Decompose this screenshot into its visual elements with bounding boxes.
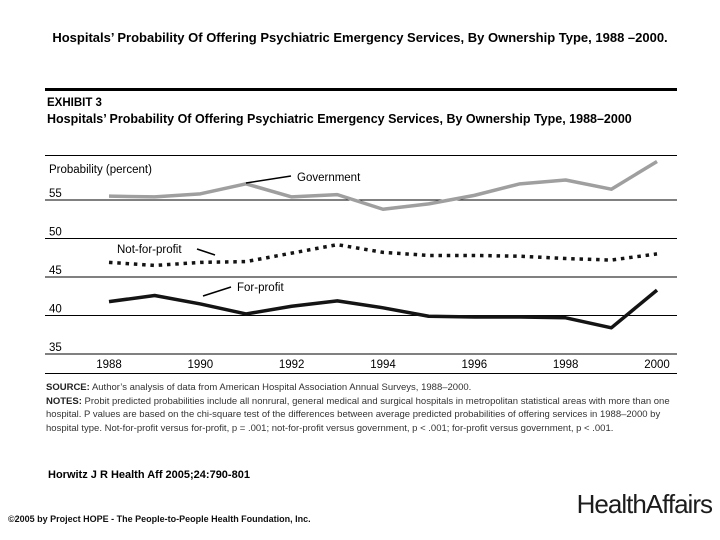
x-tick-label: 1994 [370,359,396,371]
notes-label: NOTES: [46,395,82,407]
page-title: Hospitals’ Probability Of Offering Psychiatric Emergency Services, By Ownership Type, 1988 –2000. [52,30,668,45]
series-not-for-profit [109,245,657,266]
citation: Horwitz J R Health Aff 2005;24:790-801 [48,469,250,481]
notes-line [46,395,676,436]
series-label: For-profit [237,282,284,294]
series-label-pointer [203,287,231,296]
notes-text: Probit predicted probabilities include all nonrural, general medical and surgical hospitals in metropolitan statistical areas with more than one hospital. P values are based on the chi-square test of the differences between average predicted probabilities of offering services in 1988–2000 by hospital type. Not-for-profit versus for-profit, p = .001; not-for-profit versus government, p < .001; for-profit versus government, p < .001. [46,395,670,434]
y-axis-title: Probability (percent) [49,164,152,176]
source-notes [46,381,676,435]
x-tick-label: 1990 [187,359,214,371]
x-tick-label: 1996 [461,359,488,371]
exhibit-label: EXHIBIT 3 [47,97,102,109]
copyright-text: ©2005 by Project HOPE - The People-to-People Health Foundation, Inc. [8,514,311,524]
source-line [46,381,676,395]
series-label-pointer [246,176,291,183]
series-label: Not-for-profit [117,244,182,256]
y-tick-label: 45 [49,265,62,277]
healthaffairs-logo: HealthAffairs [576,489,712,519]
x-tick-label: 1992 [278,359,305,371]
y-tick-label: 50 [49,226,62,239]
exhibit-title: Hospitals’ Probability Of Offering Psychiatric Emergency Services, By Ownership Type, 1988–2000 [47,112,632,126]
x-tick-label: 2000 [644,359,670,371]
source-text: Author’s analysis of data from American Hospital Association Annual Surveys, 1988–2000. [91,382,472,393]
y-tick-label: 40 [49,303,62,316]
series-label: Government [297,172,361,184]
x-tick-label: 1998 [552,359,579,371]
series-government [109,162,657,210]
line-chart [45,157,677,375]
y-tick-label: 35 [49,342,62,354]
source-label: SOURCE: [46,382,90,393]
exhibit-top-rule [45,88,677,91]
series-for-profit [109,290,657,328]
y-tick-label: 55 [49,188,62,200]
exhibit-header-rule [45,155,677,156]
series-label-pointer [197,249,215,255]
x-tick-label: 1988 [96,359,122,371]
